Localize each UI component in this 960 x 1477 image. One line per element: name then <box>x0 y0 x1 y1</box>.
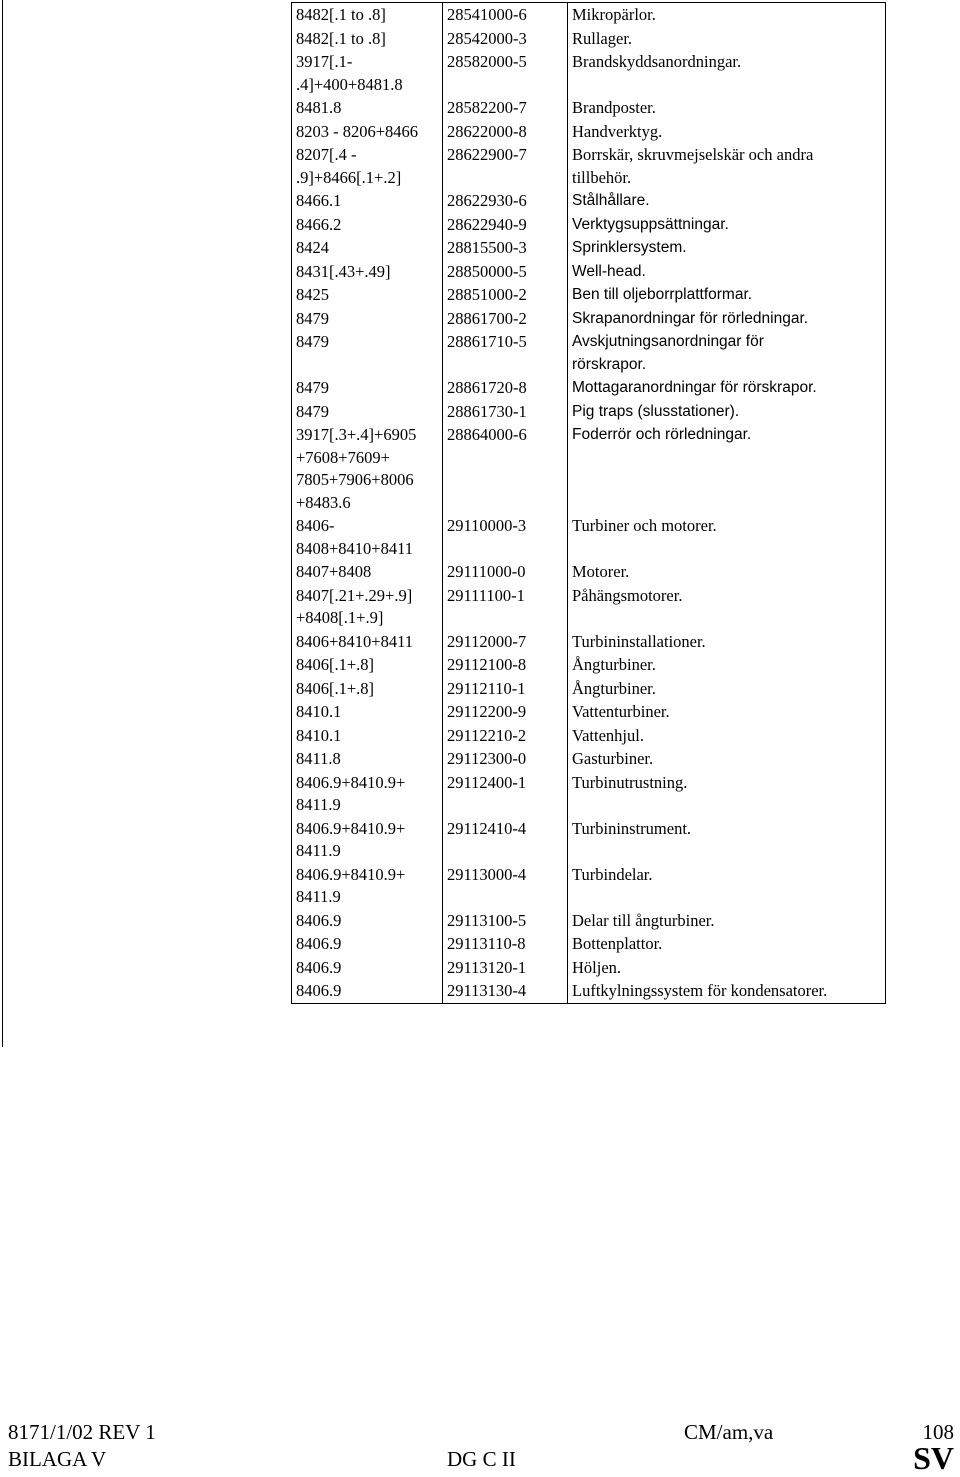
cpv-code-cell: 28861720-8 <box>443 376 568 400</box>
hs-code-cell: 8425 <box>292 283 443 307</box>
cpv-code-cell: 28542000-3 <box>443 27 568 51</box>
cpv-code-cell: 29112000-7 <box>443 630 568 654</box>
table-row <box>292 630 886 654</box>
table-row <box>292 514 886 560</box>
hs-code-cell: 8481.8 <box>292 96 443 120</box>
cpv-code-cell: 29111100-1 <box>443 584 568 630</box>
table-row <box>292 817 886 863</box>
table-row <box>292 771 886 817</box>
table-row <box>292 143 886 189</box>
code-table-body <box>292 3 886 1004</box>
hs-code-cell: 8479 <box>292 400 443 424</box>
description-cell: Gasturbiner. <box>568 747 886 771</box>
hs-code-cell: 8482[.1 to .8] <box>292 3 443 27</box>
cpv-code-cell: 29112110-1 <box>443 677 568 701</box>
table-row <box>292 27 886 51</box>
table-row <box>292 863 886 909</box>
table-row <box>292 653 886 677</box>
hs-code-cell: 8482[.1 to .8] <box>292 27 443 51</box>
table-row <box>292 700 886 724</box>
description-cell: Stålhållare. <box>568 189 886 213</box>
cpv-code-cell: 28622000-8 <box>443 120 568 144</box>
description-cell: Delar till ångturbiner. <box>568 909 886 933</box>
table-row <box>292 584 886 630</box>
hs-code-cell: 8406[.1+.8] <box>292 677 443 701</box>
page-number: 108 <box>922 1420 954 1444</box>
cpv-code-cell: 28861710-5 <box>443 330 568 376</box>
cpv-code-cell: 29113120-1 <box>443 956 568 980</box>
table-row <box>292 560 886 584</box>
table-row <box>292 213 886 237</box>
table-row <box>292 400 886 424</box>
cpv-code-cell: 29112300-0 <box>443 747 568 771</box>
description-cell: Foderrör och rörledningar. <box>568 423 886 514</box>
hs-code-cell: 3917[.3+.4]+6905 +7608+7609+ 7805+7906+8006 +8483.6 <box>292 423 443 514</box>
hs-code-cell: 8411.8 <box>292 747 443 771</box>
table-row <box>292 376 886 400</box>
hs-code-cell: 8479 <box>292 376 443 400</box>
description-cell: Turbindelar. <box>568 863 886 909</box>
table-row <box>292 423 886 514</box>
hs-code-cell: 8406.9 <box>292 932 443 956</box>
hs-code-cell: 8207[.4 - .9]+8466[.1+.2] <box>292 143 443 189</box>
description-cell: Bottenplattor. <box>568 932 886 956</box>
description-cell: Luftkylningssystem för kondensatorer. <box>568 979 886 1003</box>
cpv-code-cell: 28864000-6 <box>443 423 568 514</box>
cpv-code-cell: 28851000-2 <box>443 283 568 307</box>
table-row <box>292 236 886 260</box>
cpv-code-cell: 29112400-1 <box>443 771 568 817</box>
hs-code-cell: 8406.9 <box>292 909 443 933</box>
table-row <box>292 3 886 27</box>
hs-code-cell: 8410.1 <box>292 700 443 724</box>
description-cell: Höljen. <box>568 956 886 980</box>
cpv-code-cell: 28582000-5 <box>443 50 568 96</box>
table-row <box>292 189 886 213</box>
hs-code-cell: 8466.1 <box>292 189 443 213</box>
cpv-code-cell: 29112210-2 <box>443 724 568 748</box>
description-cell: Borrskär, skruvmejselskär och andra tillbehör. <box>568 143 886 189</box>
cpv-code-cell: 29112100-8 <box>443 653 568 677</box>
description-cell: Avskjutningsanordningar för rörskrapor. <box>568 330 886 376</box>
hs-code-cell: 3917[.1- .4]+400+8481.8 <box>292 50 443 96</box>
description-cell: Motorer. <box>568 560 886 584</box>
document-reference: 8171/1/02 REV 1 <box>8 1420 156 1444</box>
hs-code-cell: 8407[.21+.29+.9] +8408[.1+.9] <box>292 584 443 630</box>
description-cell: Påhängsmotorer. <box>568 584 886 630</box>
description-cell: Vattenturbiner. <box>568 700 886 724</box>
hs-code-cell: 8406.9 <box>292 979 443 1003</box>
table-row <box>292 330 886 376</box>
cpv-code-cell: 28582200-7 <box>443 96 568 120</box>
margin-rule <box>2 0 3 1047</box>
description-cell: Rullager. <box>568 27 886 51</box>
cpv-code-cell: 28861730-1 <box>443 400 568 424</box>
description-cell: Ångturbiner. <box>568 653 886 677</box>
cpv-code-cell: 29113110-8 <box>443 932 568 956</box>
table-row <box>292 283 886 307</box>
cpv-code-cell: 29111000-0 <box>443 560 568 584</box>
description-cell: Turbininstallationer. <box>568 630 886 654</box>
description-cell: Skrapanordningar för rörledningar. <box>568 307 886 331</box>
table-row <box>292 724 886 748</box>
description-cell: Mottagaranordningar för rörskrapor. <box>568 376 886 400</box>
cpv-code-cell: 29113100-5 <box>443 909 568 933</box>
table-row <box>292 120 886 144</box>
description-cell: Well-head. <box>568 260 886 284</box>
cpv-code-cell: 28541000-6 <box>443 3 568 27</box>
hs-code-cell: 8406.9+8410.9+ 8411.9 <box>292 863 443 909</box>
hs-code-cell: 8410.1 <box>292 724 443 748</box>
table-row <box>292 747 886 771</box>
cpv-code-cell: 28622930-6 <box>443 189 568 213</box>
table-row <box>292 307 886 331</box>
table-row <box>292 956 886 980</box>
description-cell: Brandskyddsanordningar. <box>568 50 886 96</box>
description-cell: Ångturbiner. <box>568 677 886 701</box>
description-cell: Brandposter. <box>568 96 886 120</box>
table-row <box>292 909 886 933</box>
hs-code-cell: 8406.9 <box>292 956 443 980</box>
description-cell: Verktygsuppsättningar. <box>568 213 886 237</box>
cpv-code-cell: 29113130-4 <box>443 979 568 1003</box>
cpv-code-cell: 29110000-3 <box>443 514 568 560</box>
description-cell: Mikropärlor. <box>568 3 886 27</box>
cpv-code-cell: 29112410-4 <box>443 817 568 863</box>
table-row <box>292 50 886 96</box>
table-row <box>292 96 886 120</box>
hs-code-cell: 8431[.43+.49] <box>292 260 443 284</box>
table-row <box>292 677 886 701</box>
description-cell: Turbinutrustning. <box>568 771 886 817</box>
hs-code-cell: 8407+8408 <box>292 560 443 584</box>
annex-label: BILAGA V <box>8 1447 107 1471</box>
author-initials: CM/am,va <box>684 1420 774 1444</box>
table-row <box>292 979 886 1003</box>
cpv-code-cell: 28815500-3 <box>443 236 568 260</box>
description-cell: Pig traps (slusstationer). <box>568 400 886 424</box>
description-cell: Handverktyg. <box>568 120 886 144</box>
description-cell: Ben till oljeborrplattformar. <box>568 283 886 307</box>
hs-code-cell: 8406+8410+8411 <box>292 630 443 654</box>
hs-code-cell: 8466.2 <box>292 213 443 237</box>
cpv-code-cell: 28861700-2 <box>443 307 568 331</box>
hs-code-cell: 8406.9+8410.9+ 8411.9 <box>292 817 443 863</box>
description-cell: Turbiner och motorer. <box>568 514 886 560</box>
language-code: SV <box>913 1440 954 1476</box>
cpv-code-cell: 28850000-5 <box>443 260 568 284</box>
hs-code-cell: 8424 <box>292 236 443 260</box>
table-row <box>292 932 886 956</box>
cpv-code-cell: 28622940-9 <box>443 213 568 237</box>
hs-code-cell: 8479 <box>292 330 443 376</box>
description-cell: Sprinklersystem. <box>568 236 886 260</box>
code-table <box>291 2 886 1004</box>
hs-code-cell: 8406.9+8410.9+ 8411.9 <box>292 771 443 817</box>
cpv-code-cell: 29112200-9 <box>443 700 568 724</box>
cpv-code-cell: 29113000-4 <box>443 863 568 909</box>
description-cell: Vattenhjul. <box>568 724 886 748</box>
cpv-code-cell: 28622900-7 <box>443 143 568 189</box>
hs-code-cell: 8406[.1+.8] <box>292 653 443 677</box>
hs-code-cell: 8479 <box>292 307 443 331</box>
hs-code-cell: 8406- 8408+8410+8411 <box>292 514 443 560</box>
hs-code-cell: 8203 - 8206+8466 <box>292 120 443 144</box>
table-row <box>292 260 886 284</box>
description-cell: Turbininstrument. <box>568 817 886 863</box>
directorate-label: DG C II <box>447 1447 516 1471</box>
